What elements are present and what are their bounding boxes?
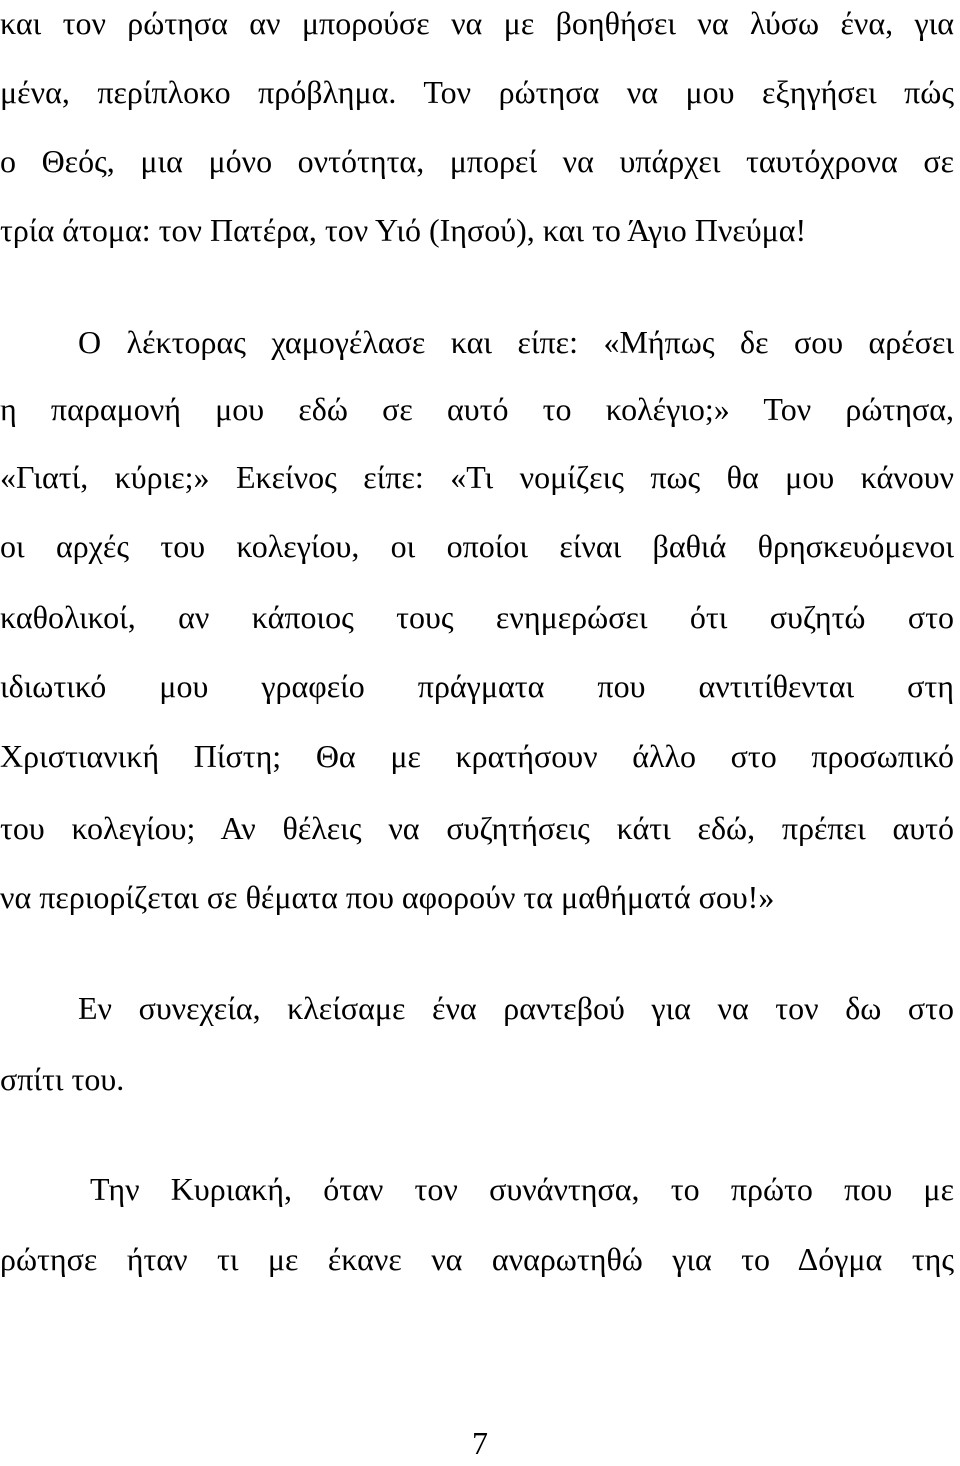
- text-line: και τον ρώτησα αν μπορούσε να με βοηθήσει να λύσω ένα, για: [0, 5, 954, 41]
- text-line: «Γιατί, κύριε;» Εκείνος είπε: «Τι νομίζεις πως θα μου κάνουν: [0, 459, 954, 495]
- text-line: Την Κυριακή, όταν τον συνάντησα, το πρώτο που με: [90, 1171, 954, 1207]
- text-line: ρώτησε ήταν τι με έκανε να αναρωτηθώ για το Δόγμα της: [0, 1241, 954, 1277]
- text-line: Χριστιανική Πίστη; Θα με κρατήσουν άλλο στο προσωπικό: [0, 738, 954, 774]
- text-line: καθολικοί, αν κάποιος τους ενημερώσει ότι συζητώ στο: [0, 599, 954, 635]
- text-line: Ο λέκτορας χαμογέλασε και είπε: «Μήπως δε σου αρέσει: [78, 324, 954, 360]
- text-line: μένα, περίπλοκο πρόβλημα. Τον ρώτησα να μου εξηγήσει πώς: [0, 74, 954, 110]
- text-line: Εν συνεχεία, κλείσαμε ένα ραντεβού για να τον δω στο: [78, 990, 954, 1026]
- text-line: να περιορίζεται σε θέματα που αφορούν τα μαθήματά σου!»: [0, 879, 775, 915]
- page-number: 7: [472, 1425, 488, 1461]
- text-line: ιδιωτικό μου γραφείο πράγματα που αντιτίθενται στη: [0, 668, 954, 704]
- text-line: οι αρχές του κολεγίου, οι οποίοι είναι βαθιά θρησκευόμενοι: [0, 528, 954, 564]
- text-line: τρία άτομα: τον Πατέρα, τον Υιό (Ιησού), και το Άγιο Πνεύμα!: [0, 212, 807, 248]
- text-line: ο Θεός, μια μόνο οντότητα, μπορεί να υπάρχει ταυτόχρονα σε: [0, 143, 954, 179]
- text-line: η παραμονή μου εδώ σε αυτό το κολέγιο;» Τον ρώτησα,: [0, 391, 954, 427]
- text-line: σπίτι του.: [0, 1061, 125, 1097]
- text-line: του κολεγίου; Αν θέλεις να συζητήσεις κάτι εδώ, πρέπει αυτό: [0, 810, 954, 846]
